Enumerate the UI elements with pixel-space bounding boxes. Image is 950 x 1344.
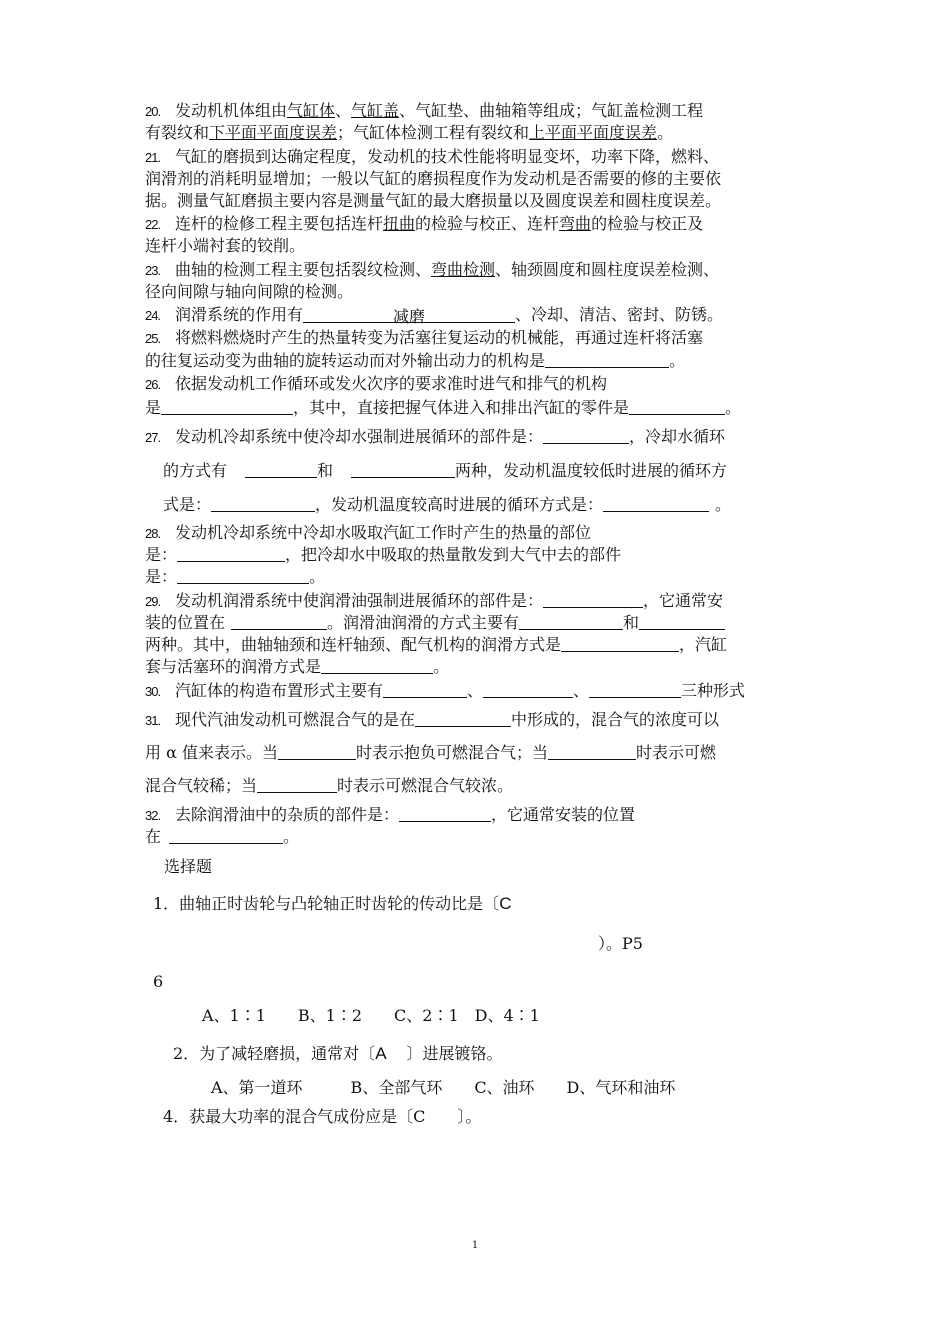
mc2-options: A、第一道环 B、全部气环 C、油环 D、气环和油环 (211, 1078, 676, 1097)
question-number: 21. (145, 150, 161, 165)
mc1-close: ）。P5 (598, 934, 643, 953)
answer-blank (278, 743, 356, 760)
q24-line: 24. 润滑系统的作用有 减磨 、冷却、清洁、密封、防锈。 (145, 305, 724, 326)
answer-text: 弯曲检测 (431, 260, 496, 279)
q28-line-1: 28. 发动机冷却系统中冷却水吸取汽缸工作时产生的热量的部位 (145, 522, 591, 545)
q32-line-1: 32. 去除润滑油中的杂质的部件是： ，它通常安装的位置 (145, 804, 635, 827)
answer-text: 扭曲 (383, 214, 416, 233)
answer-blank (399, 805, 491, 822)
q22-line-2: 连杆小端衬套的铰削。 (145, 236, 306, 255)
answer-blank (548, 743, 636, 760)
answer-text: A (375, 1044, 387, 1063)
question-number: 24. (145, 308, 161, 323)
answer-blank (257, 776, 337, 793)
answer-blank (589, 681, 681, 698)
question-number: 27. (145, 430, 161, 445)
question-number: 32. (145, 808, 161, 823)
q31-line-3: 混合气较稀；当 时表示可燃混合气较浓。 (145, 776, 514, 795)
answer-blank (231, 613, 327, 630)
answer-blank (211, 495, 315, 512)
q21-line-1: 21. 气缸的磨损到达确定程度，发动机的技术性能将明显变坏，功率下降，燃料、 (145, 146, 719, 169)
question-number: 20. (145, 104, 161, 119)
q32-line-2: 在 。 (145, 827, 300, 846)
q20-line-1: 20. 发动机机体组由气缸体、气缸盖、气缸垫、曲轴箱等组成；气缸盖检测工程 (145, 100, 703, 123)
q26-line-2: 是 ，其中，直接把握气体进入和排出汽缸的零件是 。 (145, 398, 742, 417)
q23-line-2: 径向间隙与轴向间隙的检测。 (145, 282, 354, 301)
q26-line-1: 26. 依据发动机工作循环或发火次序的要求准时进气和排气的机构 (145, 373, 607, 396)
answer-text: 弯曲 (559, 214, 592, 233)
question-number: 23. (145, 263, 161, 278)
q29-line-4: 套与活塞环的润滑方式是 。 (145, 657, 450, 676)
q20-line-2: 有裂纹和下平面平面度误差；气缸体检测工程有裂纹和上平面平面度误差。 (145, 123, 674, 142)
q28-line-2: 是： ，把冷却水中吸取的热量散发到大气中去的部件 (145, 545, 622, 564)
answer-blank (161, 398, 293, 415)
question-number: 31. (145, 713, 161, 728)
mc1-page-ref: 6 (153, 972, 164, 991)
q29-line-1: 29. 发动机润滑系统中使润滑油强制进展循环的部件是： ，它通常安 (145, 590, 723, 613)
q22-line-1: 22. 连杆的检修工程主要包括连杆扭曲的检验与校正、连杆弯曲的检验与校正及 (145, 213, 703, 236)
q21-line-2: 润滑剂的消耗明显增加；一般以气缸的磨损程度作为发动机是否需要的修的主要依 (145, 169, 722, 188)
q25-line-2: 的往复运动变为曲轴的旋转运动而对外输出动力的机构是 。 (145, 351, 686, 370)
page-number: 1 (471, 1240, 479, 1251)
q23-line-1: 23. 曲轴的检测工程主要包括裂纹检测、弯曲检测、轴颈圆度和圆柱度误差检测、 (145, 259, 719, 282)
answer-text: 气缸盖 (351, 101, 400, 120)
q27-line-3: 式是： ，发动机温度较高时进展的循环方式是： 。 (163, 495, 732, 514)
q21-line-3: 据。测量气缸磨损主要内容是测量气缸的最大磨损量以及圆度误差和圆柱度误差。 (145, 191, 722, 210)
q27-line-1: 27. 发动机冷却系统中使冷却水强制进展循环的部件是： ，冷却水循环 (145, 426, 725, 449)
question-number: 30. (145, 684, 161, 699)
mc2-stem: 2．为了减轻磨损，通常对〔A 〕进展镀铬。 (173, 1044, 503, 1063)
answer-blank (177, 567, 309, 584)
answer-blank (303, 306, 515, 326)
mc4-stem: 4．获最大功率的混合气成份应是〔C 〕。 (163, 1107, 482, 1126)
q29-line-2: 装的位置在 。润滑油润滑的方式主要有 和 (145, 612, 725, 634)
answer-blank (543, 427, 629, 444)
answer-text: 上平面平面度误差 (529, 123, 658, 142)
answer-blank (603, 495, 709, 512)
answer-blank (629, 398, 725, 415)
answer-blank (545, 351, 669, 368)
q31-line-2: 用 α 值来表示。当 时表示抱负可燃混合气；当 时表示可燃 (145, 743, 717, 762)
question-number: 22. (145, 217, 161, 232)
answer-blank (415, 710, 511, 727)
answer-text: 气缸体 (287, 101, 336, 120)
section-title: 选择题 (164, 857, 213, 876)
answer-blank (169, 827, 283, 844)
answer-blank (383, 681, 467, 698)
question-number: 29. (145, 594, 161, 609)
answer-blank (543, 591, 643, 608)
answer-blank (519, 613, 623, 630)
answer-text: 下平面平面度误差 (209, 123, 338, 142)
answer-blank (321, 657, 433, 674)
answer-blank (351, 461, 455, 478)
q27-line-2: 的方式有 和 两种，发动机温度较低时进展的循环方 (163, 461, 728, 480)
q28-line-3: 是： 。 (145, 567, 326, 586)
mc1-stem: 1．曲轴正时齿轮与凸轮轴正时齿轮的传动比是〔C (153, 894, 512, 913)
q30-line: 30. 汽缸体的构造布置形式主要有 、 、 三种形式 (145, 680, 745, 703)
answer-text: C (499, 894, 512, 913)
question-number: 26. (145, 377, 161, 392)
answer-blank (483, 681, 573, 698)
q25-line-1: 25. 将燃料燃烧时产生的热量转变为活塞往复运动的机械能，再通过连杆将活塞 (145, 327, 703, 350)
q29-line-3: 两种。其中，曲轴轴颈和连杆轴颈、配气机构的润滑方式是 ，汽缸 (145, 635, 728, 654)
answer-blank (177, 545, 285, 562)
answer-blank (561, 635, 679, 652)
answer-text: 减磨 (393, 307, 426, 326)
q31-line-1: 31. 现代汽油发动机可燃混合气的是在 中形成的，混合气的浓度可以 (145, 709, 719, 732)
question-number: 25. (145, 331, 161, 346)
answer-blank (639, 613, 725, 630)
mc1-options: A、1∶1 B、1∶2 C、2∶1 D、4∶1 (202, 1006, 540, 1025)
question-number: 28. (145, 526, 161, 541)
answer-blank (245, 461, 317, 478)
